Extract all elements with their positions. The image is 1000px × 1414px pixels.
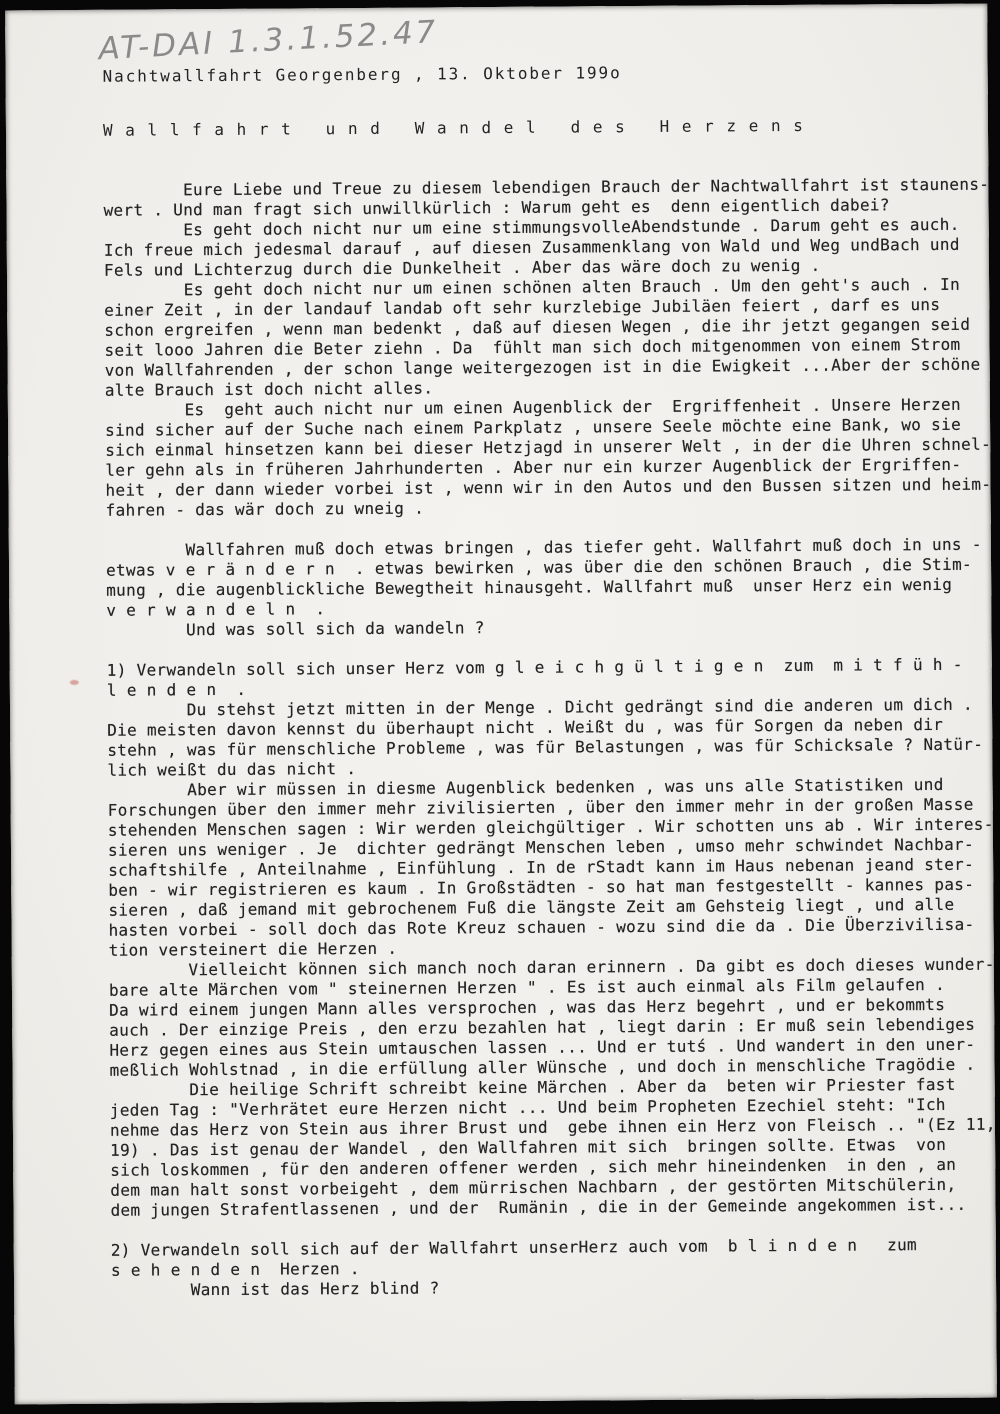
body-text-line: dem man halt sonst vorbeigeht , dem mürrischen Nachbarn , der gestörten Mitschülerin, [110,1174,957,1200]
body-text-line: von Wallfahrenden , der schon lange weitergezogen ist in die Ewigkeit ...Aber der schöne [104,354,981,380]
body-text-line: Ich freue mich jedesmal darauf , auf diesen Zusammenklang von Wald und Weg undBach und [103,234,960,260]
archival-reference-annotation: AT-DAI 1.3.1.52.47 [97,14,440,68]
body-text-line: heit , der dann wieder vorbei ist , wenn wir in den Autos und den Bussen sitzen und heim- [105,474,992,500]
body-text-line: mung , die augenblickliche Bewegtheit hinausgeht. Wallfahrt muß unser Herz ein wenig [106,574,953,600]
body-text-line: hasten vorbei - soll doch das Rote Kreuz schauen - wozu sind die da . Die Überzivilisa- [108,914,975,940]
body-text-line: v e r w a n d e l n . [106,599,326,620]
body-text-line: einer Zeit , in der landauf landab oft sehr kurzlebige Jubiläen feiert , darf es uns [104,294,941,320]
document-title: W a l l f a h r t u n d W a n d e l d e s H e r z e n s [102,115,805,140]
body-text-line: jeden Tag : "Verhrätet eure Herzen nicht ... Und beim Propheten Ezechiel steht: "Ich [109,1094,946,1120]
body-text-line: Die meisten davon kennst du überhaupt nicht . Weißt du , was für Sorgen da neben dir [107,714,944,740]
body-text-line: stehenden Menschen sagen : Wir werden gleichgültiger . Wir schotten uns ab . Wir interes- [107,814,994,840]
body-text-line: ben - wir registrieren es kaum . In Großstädten - so hat man festgestellt - kannes pas- [108,874,975,900]
body-text-line: Es geht doch nicht nur um eine stimmungsvolleAbendstunde . Darum geht es auch. [103,214,960,240]
body-text-line: Herz gegen eines aus Stein umtauschen lassen ... Und er tutś . Und wandert in den uner- [109,1034,976,1060]
body-text-line: alte Brauch ist doch nicht alles. [104,378,434,400]
body-text-line: Fels und Lichterzug durch die Dunkelheit . Aber das wäre doch zu wenig . [103,255,821,280]
document-page [5,4,997,1405]
document-dateline: Nachtwallfahrt Georgenberg , 13. Oktober 199o [102,63,622,86]
body-text-line: Forschungen über den immer mehr zivilisierten , über den immer mehr in der großen Masse [107,794,974,820]
body-text-line: Aber wir müssen in diesme Augenblick bedenken , was uns alle Statistiken und [107,774,944,800]
body-text-line: 2) Verwandeln soll sich auf der Wallfahrt unserHerz auch vom b l i n d e n zum [110,1235,918,1260]
body-text-line: s e h e n d e n Herzen . [110,1259,360,1280]
body-text-line: Es geht doch nicht nur um einen schönen alten Brauch . Um den geht's auch . In [104,274,961,300]
body-text-line: sich einmal hinsetzen kann bei dieser Hetzjagd in unserer Welt , in der die Uhren schnel- [105,434,992,460]
body-text-line: sind sicher auf der Suche nach einem Parkplatz , unsere Seele möchte eine Bank, wo sie [105,414,962,440]
red-pencil-mark [70,680,79,685]
body-text-line: nehme das Herz von Stein aus ihrer Brust und gebe ihnen ein Herz von Fleisch .. "(Ez 11, [109,1114,996,1140]
body-text-line: tion versteinert die Herzen . [108,938,398,960]
body-text-line: meßlich Wohlstnad , in die erfüllung aller Wünsche , und doch in menschliche Tragödie . [109,1054,976,1080]
body-text-line: auch . Der einzige Preis , den erzu bezahlen hat , liegt darin : Er muß sein lebendiges [109,1014,976,1040]
body-text-line: Wann ist das Herz blind ? [111,1278,440,1300]
body-text-line: Vielleicht können sich manch noch daran erinnern . Da gibt es doch dieses wunder- [108,954,995,980]
body-text-line: sieren uns weniger . Je dichter gedrängt Menschen leben , umso mehr schwindet Nachbar- [107,834,974,860]
body-text-line: Und was soll sich da wandeln ? [106,618,485,640]
body-text-line: Da wird einem jungen Mann alles versprochen , was das Herz begehrt , und er bekommts [109,994,946,1020]
body-text-line: sich loskommen , für den anderen offener werden , sich mehr hineindenken in den , an [110,1154,957,1180]
body-text-line: Wallfahren muß doch etwas bringen , das tiefer geht. Wallfahrt muß doch in uns - [105,534,982,560]
body-text-line: wert . Und man fragt sich unwillkürlich : Warum geht es denn eigentlich dabei? [103,195,890,220]
body-text-line: ler gehn als in früheren Jahrhunderten . Aber nur ein kurzer Augenblick der Ergriffen- [105,454,962,480]
document-body [103,175,1000,1301]
body-text-line: lich weißt du das nicht . [107,759,357,780]
body-text-line: Du stehst jetzt mitten in der Menge . Dicht gedrängt sind die anderen um dich . [106,694,973,720]
body-text-line: schaftshilfe , Anteilnahme , Einfühlung . In de rStadt kann im Haus nebenan jeand ster- [108,854,975,880]
body-text-line: stehn , was für menschliche Probleme , was für Belastungen , was für Schicksale ? Natür- [107,734,984,760]
body-text-line: Die heilige Schrift schreibt keine Märchen . Aber da beten wir Priester fast [109,1074,956,1100]
body-text-line: 1) Verwandeln soll sich unser Herz vom g l e i c h g ü l t i g e n zum m i t f ü h - [106,654,963,680]
body-text-line: 19) . Das ist genau der Wandel , den Wallfahren mit sich bringen sollte. Etwas von [110,1134,947,1160]
body-text-line: bare alte Märchen vom " steinernen Herzen " . Es ist auch einmal als Film gelaufen . [108,974,946,1000]
body-text-line: Es geht auch nicht nur um einen Augenblick der Ergriffenheit . Unsere Herzen [104,394,961,420]
body-text-line: Eure Liebe und Treue zu diesem lebendigen Brauch der Nachtwallfahrt ist staunens- [103,174,990,200]
body-text-line: etwas v e r ä n d e r n . etwas bewirken , was über die den schönen Brauch , die Stim- [105,554,973,580]
body-text-line: l e n d e n . [106,679,247,700]
body-text-line: dem jungen Strafentlassenen , und der Rumänin , die in der Gemeinde angekommen ist... [110,1194,967,1220]
body-text-line: schon ergreifen , wenn man bedenkt , daß auf diesen Wegen , die ihr jetzt gegangen seid [104,314,971,340]
body-text-line: sieren , daß jemand mit gebrochenem Fuß die längste Zeit am Gehsteig liegt , und alle [108,894,955,920]
body-text-line: seit looo Jahren die Beter ziehn . Da fühlt man sich doch mitgenommen von einem Strom [104,334,961,360]
body-text-line: fahren - das wär doch zu wneig . [105,498,425,520]
